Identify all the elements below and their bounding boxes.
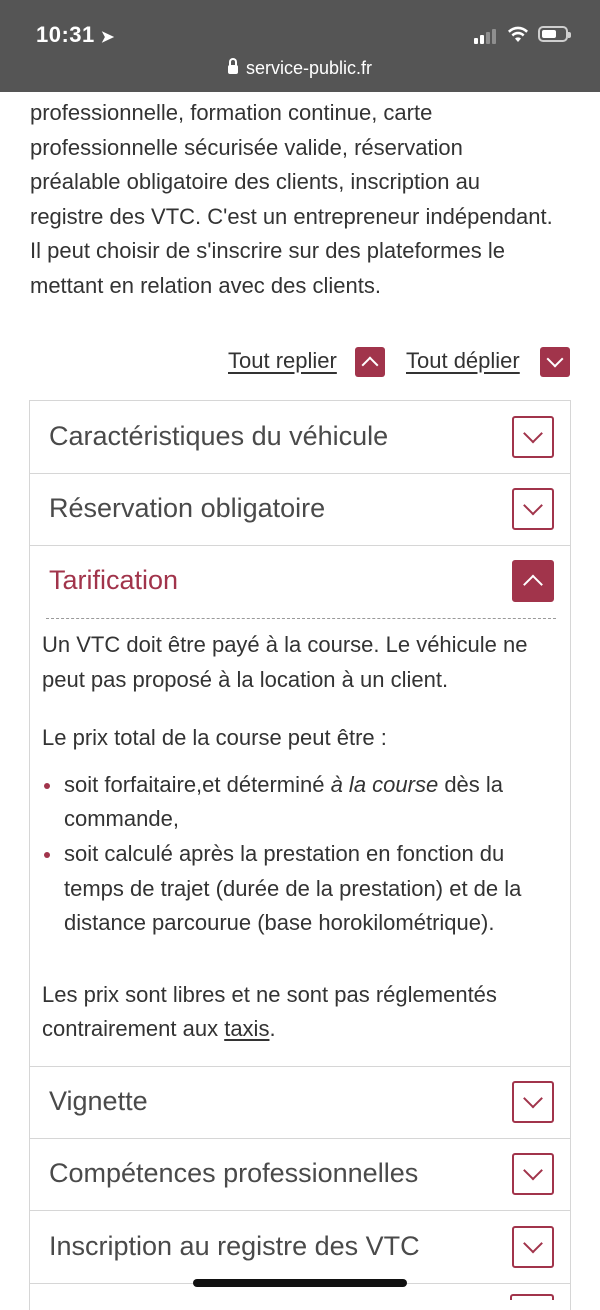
content-text: peut pas proposé à la location à un client. [42, 666, 449, 692]
intro-line: professionnelle sécurisée valide, réservation [30, 134, 463, 160]
lock-icon [228, 65, 238, 74]
wifi-icon [506, 24, 530, 44]
address-bar[interactable] [0, 58, 600, 79]
accordion-item-inscription[interactable] [30, 1210, 570, 1284]
expand-button[interactable] [512, 416, 554, 458]
accordion-item-vignette[interactable] [30, 1066, 570, 1139]
price-options-list [42, 768, 558, 941]
accordion-item-title: Réservation obligatoire [49, 493, 326, 523]
taxis-link[interactable]: taxis [224, 1016, 270, 1042]
intro-paragraph [30, 96, 580, 304]
content-text: distance parcourue (base horokilométrique). [64, 910, 495, 936]
clock [36, 22, 115, 48]
location-arrow-icon: ➤ [100, 29, 115, 46]
url-text: service-public.fr [245, 58, 373, 78]
list-item [42, 768, 558, 837]
content-text: Les prix sont libres et ne sont pas réglementés [42, 981, 497, 1007]
expand-button[interactable] [512, 1153, 554, 1195]
content-text: Le prix total de la course peut être : [42, 725, 387, 751]
accordion-item-title[interactable]: Tarification [49, 565, 179, 595]
accordion-toggles [0, 346, 600, 378]
chevron-up-icon [362, 357, 379, 374]
expand-button[interactable] [512, 1226, 554, 1268]
intro-line: professionnelle, formation continue, carte [30, 100, 433, 125]
signal-icon [474, 28, 498, 44]
content-text: à la course [330, 771, 439, 797]
accordion-item-reservation[interactable] [30, 473, 570, 546]
chevron-down-icon [523, 496, 543, 516]
clock-time: 10:31 [36, 22, 95, 47]
accordion-item-caracteristiques[interactable] [30, 401, 570, 474]
accordion-item-title: Caractéristiques du véhicule [49, 421, 389, 451]
accordion-item-title: Vignette [49, 1086, 148, 1116]
chevron-down-icon [523, 1234, 543, 1254]
accordion-item-title: Compétences professionnelles [49, 1158, 419, 1188]
content-text: commande, [64, 806, 179, 832]
list-item [42, 837, 558, 941]
next-expand-button[interactable] [510, 1294, 554, 1300]
status-bar [0, 0, 600, 92]
content-text: temps de trajet (durée de la prestation) et de la [64, 875, 522, 901]
content-text [42, 1012, 558, 1047]
battery-icon [538, 26, 568, 42]
accordion [29, 400, 571, 1310]
intro-line: registre des VTC. C'est un entrepreneur indépendant. [30, 203, 553, 229]
accordion-item-title: Inscription au registre des VTC [49, 1231, 420, 1261]
intro-line: Il peut choisir de s'inscrire sur des plateformes le [30, 238, 505, 264]
divider [46, 618, 556, 619]
chevron-up-icon [523, 575, 543, 595]
expand-all-link[interactable]: Tout déplier [406, 348, 520, 373]
chevron-down-icon [523, 1161, 543, 1181]
content-text: Un VTC doit être payé à la course. Le véhicule ne [42, 632, 528, 657]
content-text: dès la [438, 771, 504, 797]
chevron-down-icon [547, 351, 564, 368]
collapse-all-button[interactable] [355, 347, 385, 377]
expand-button[interactable] [512, 488, 554, 530]
home-indicator[interactable] [193, 1279, 407, 1287]
accordion-item-competences[interactable] [30, 1138, 570, 1211]
content-text: soit forfaitaire,et déterminé [64, 771, 331, 797]
expand-all-button[interactable] [540, 347, 570, 377]
collapse-button[interactable] [512, 560, 554, 602]
accordion-item-tarification [30, 545, 570, 1067]
content-text: contrairement aux [42, 1016, 225, 1042]
chevron-down-icon [523, 1089, 543, 1109]
collapse-all-link[interactable]: Tout replier [228, 348, 337, 373]
intro-line: mettant en relation avec des clients. [30, 272, 381, 298]
intro-line: préalable obligatoire des clients, inscription au [30, 169, 481, 195]
expand-button[interactable] [512, 1081, 554, 1123]
content-text: soit calculé après la prestation en fonction du [64, 840, 505, 866]
accordion-content [42, 628, 558, 1047]
chevron-down-icon [523, 424, 543, 444]
content-text: . [269, 1016, 276, 1042]
